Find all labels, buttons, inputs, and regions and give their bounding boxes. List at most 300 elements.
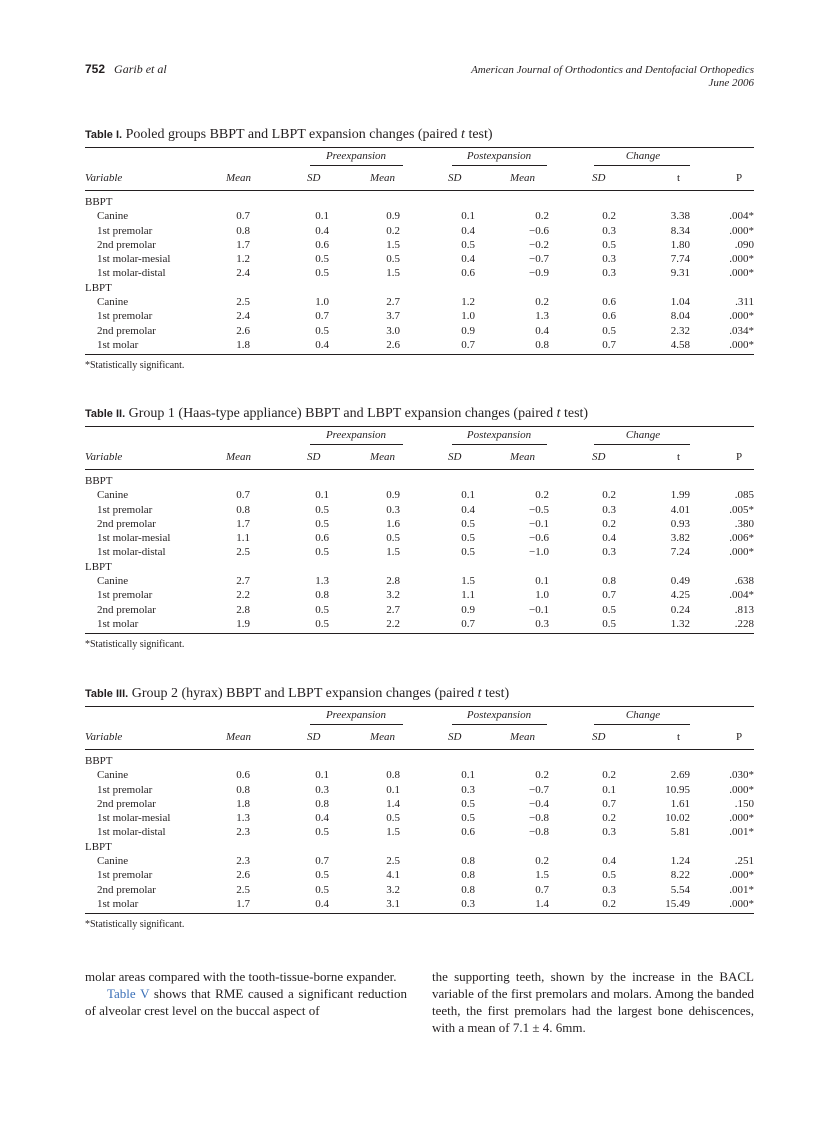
table-title bbox=[85, 127, 754, 147]
table-bottom-rule bbox=[85, 354, 754, 355]
variable-cell: 1st molar-mesial bbox=[97, 812, 171, 825]
col-header-mean: Mean bbox=[226, 451, 252, 463]
value-cell: 2.6 bbox=[236, 324, 250, 337]
value-cell: 0.7 bbox=[315, 855, 329, 868]
table-row bbox=[85, 545, 754, 559]
value-cell: 1.7 bbox=[236, 238, 250, 251]
table-row bbox=[85, 224, 754, 238]
table-label: Table II. bbox=[85, 408, 126, 420]
value-cell: 2.3 bbox=[236, 826, 250, 839]
table-v-link[interactable]: Table V bbox=[107, 986, 150, 1001]
column-header-row bbox=[85, 445, 754, 469]
page-number: 752 bbox=[85, 62, 106, 76]
value-cell: 0.5 bbox=[386, 812, 400, 825]
variable-cell: 2nd premolar bbox=[97, 603, 156, 616]
value-cell: 0.8 bbox=[236, 783, 250, 796]
value-cell: −0.8 bbox=[529, 812, 549, 825]
value-cell: 2.6 bbox=[386, 338, 400, 351]
value-cell: 0.3 bbox=[386, 503, 400, 516]
value-cell: 0.8 bbox=[236, 503, 250, 516]
value-cell: 2.8 bbox=[386, 575, 400, 588]
value-cell: 1.2 bbox=[236, 253, 250, 266]
value-cell: 3.1 bbox=[386, 897, 400, 910]
value-cell: 0.1 bbox=[602, 783, 616, 796]
value-cell: 1.8 bbox=[236, 797, 250, 810]
value-cell: 0.5 bbox=[315, 869, 329, 882]
table-body bbox=[85, 750, 754, 913]
value-cell: 0.5 bbox=[315, 603, 329, 616]
value-cell: 0.7 bbox=[602, 338, 616, 351]
variable-cell: Canine bbox=[97, 210, 129, 223]
value-cell: 7.74 bbox=[670, 253, 690, 266]
value-cell: 0.5 bbox=[386, 532, 400, 545]
value-cell: 3.7 bbox=[386, 310, 400, 323]
variable-cell: Canine bbox=[97, 575, 129, 588]
value-cell: 0.3 bbox=[461, 897, 475, 910]
value-cell: −0.1 bbox=[529, 517, 549, 530]
value-cell: 1.61 bbox=[670, 797, 690, 810]
value-cell: 0.5 bbox=[315, 503, 329, 516]
value-cell: 1.32 bbox=[670, 617, 690, 630]
value-cell: 1.5 bbox=[461, 575, 475, 588]
journal-name: American Journal of Orthodontics and Dentofacial Orthopedics bbox=[471, 64, 754, 76]
value-cell: 1.4 bbox=[535, 897, 549, 910]
value-cell: 0.9 bbox=[386, 210, 400, 223]
value-cell: .085 bbox=[734, 489, 754, 502]
table-title-text: Group 1 (Haas-type appliance) BBPT and LBPT expansion changes (paired bbox=[128, 406, 557, 421]
col-header-sd: SD bbox=[592, 451, 606, 463]
table-row bbox=[85, 883, 754, 897]
value-cell: .251 bbox=[734, 855, 754, 868]
value-cell: 0.93 bbox=[670, 517, 690, 530]
value-cell: −0.7 bbox=[529, 253, 549, 266]
value-cell: 0.1 bbox=[461, 210, 475, 223]
value-cell: 0.3 bbox=[602, 883, 616, 896]
value-cell: 2.4 bbox=[236, 267, 250, 280]
group-label-change: Change bbox=[625, 150, 661, 162]
value-cell: .000* bbox=[729, 267, 754, 280]
value-cell: 0.3 bbox=[602, 253, 616, 266]
value-cell: .380 bbox=[734, 517, 754, 530]
value-cell: 0.4 bbox=[315, 224, 329, 237]
value-cell: 0.8 bbox=[386, 769, 400, 782]
table-title-t: t bbox=[477, 686, 482, 701]
column-group-header bbox=[85, 427, 754, 445]
value-cell: 3.2 bbox=[386, 883, 400, 896]
data-table bbox=[85, 127, 754, 371]
variable-cell: 2nd premolar bbox=[97, 517, 156, 530]
value-cell: .000* bbox=[729, 812, 754, 825]
value-cell: 8.04 bbox=[670, 310, 690, 323]
value-cell: 0.3 bbox=[602, 546, 616, 559]
value-cell: 2.3 bbox=[236, 855, 250, 868]
table-title bbox=[85, 406, 754, 426]
value-cell: 1.1 bbox=[236, 532, 250, 545]
table-row bbox=[85, 517, 754, 531]
col-header-sd: SD bbox=[592, 731, 606, 743]
value-cell: 0.1 bbox=[315, 769, 329, 782]
value-cell: 0.8 bbox=[315, 589, 329, 602]
value-cell: .813 bbox=[734, 603, 754, 616]
value-cell: 0.2 bbox=[535, 210, 549, 223]
variable-cell: 1st premolar bbox=[97, 869, 153, 882]
value-cell: 0.2 bbox=[602, 210, 616, 223]
value-cell: 0.3 bbox=[602, 224, 616, 237]
table-row bbox=[85, 266, 754, 280]
value-cell: 1.5 bbox=[386, 546, 400, 559]
value-cell: 2.32 bbox=[670, 324, 690, 337]
value-cell: 0.7 bbox=[461, 338, 475, 351]
value-cell: 2.7 bbox=[386, 603, 400, 616]
value-cell: 8.22 bbox=[670, 869, 690, 882]
value-cell: 0.6 bbox=[315, 238, 329, 251]
value-cell: 0.4 bbox=[461, 503, 475, 516]
col-header-p: P bbox=[736, 731, 743, 743]
col-header-mean: Mean bbox=[226, 731, 252, 743]
section-label: LBPT bbox=[85, 281, 112, 294]
column-header-row bbox=[85, 166, 754, 190]
value-cell: 2.7 bbox=[236, 575, 250, 588]
value-cell: −0.6 bbox=[529, 532, 549, 545]
col-header-mean: Mean bbox=[510, 731, 536, 743]
value-cell: .004* bbox=[729, 210, 754, 223]
variable-cell: 1st premolar bbox=[97, 310, 153, 323]
value-cell: 1.24 bbox=[670, 855, 690, 868]
value-cell: 1.80 bbox=[670, 238, 690, 251]
table-title bbox=[85, 686, 754, 706]
value-cell: 0.2 bbox=[535, 855, 549, 868]
variable-cell: 1st molar-distal bbox=[97, 826, 166, 839]
value-cell: 0.1 bbox=[386, 783, 400, 796]
value-cell: 0.2 bbox=[602, 812, 616, 825]
value-cell: 0.2 bbox=[535, 769, 549, 782]
value-cell: .000* bbox=[729, 310, 754, 323]
section-row bbox=[85, 840, 754, 854]
value-cell: 0.5 bbox=[315, 883, 329, 896]
value-cell: .000* bbox=[729, 869, 754, 882]
value-cell: 0.5 bbox=[602, 603, 616, 616]
value-cell: 0.5 bbox=[461, 517, 475, 530]
table-body bbox=[85, 191, 754, 354]
value-cell: 0.3 bbox=[602, 503, 616, 516]
value-cell: 2.8 bbox=[236, 603, 250, 616]
table-row bbox=[85, 209, 754, 223]
body-paragraph: the supporting teeth, shown by the increase in the BACL variable of the first premolars and molars. Among the banded teeth, the first premolars had the largest bone dehiscences, with a mean of 7.1 ± 4. 6mm. bbox=[432, 969, 754, 1035]
value-cell: 0.1 bbox=[535, 575, 549, 588]
table-row bbox=[85, 338, 754, 352]
section-label: BBPT bbox=[85, 196, 113, 208]
value-cell: 0.5 bbox=[315, 267, 329, 280]
value-cell: 10.95 bbox=[665, 783, 690, 796]
value-cell: 1.5 bbox=[535, 869, 549, 882]
value-cell: 0.4 bbox=[315, 812, 329, 825]
col-header-variable: Variable bbox=[85, 731, 123, 743]
value-cell: 0.1 bbox=[315, 489, 329, 502]
value-cell: 0.3 bbox=[535, 617, 549, 630]
body-column-left bbox=[85, 968, 407, 1019]
section-label: LBPT bbox=[85, 560, 112, 573]
value-cell: 0.7 bbox=[315, 310, 329, 323]
group-label-post: Postexpansion bbox=[466, 150, 532, 162]
value-cell: 0.5 bbox=[461, 238, 475, 251]
value-cell: 0.1 bbox=[461, 489, 475, 502]
col-header-sd: SD bbox=[448, 731, 462, 743]
col-header-mean: Mean bbox=[510, 172, 536, 184]
value-cell: 0.8 bbox=[602, 575, 616, 588]
value-cell: 0.2 bbox=[535, 489, 549, 502]
table-title-end: test) bbox=[560, 406, 589, 421]
value-cell: 4.01 bbox=[670, 503, 690, 516]
value-cell: −0.2 bbox=[529, 238, 549, 251]
value-cell: 9.31 bbox=[670, 267, 690, 280]
value-cell: 0.8 bbox=[315, 797, 329, 810]
value-cell: 2.69 bbox=[670, 769, 690, 782]
value-cell: .000* bbox=[729, 897, 754, 910]
value-cell: 1.5 bbox=[386, 826, 400, 839]
value-cell: .001* bbox=[729, 883, 754, 896]
value-cell: 2.5 bbox=[236, 883, 250, 896]
value-cell: 3.82 bbox=[670, 532, 690, 545]
value-cell: .090 bbox=[734, 238, 754, 251]
value-cell: 0.6 bbox=[602, 296, 616, 309]
value-cell: −0.6 bbox=[529, 224, 549, 237]
value-cell: −0.9 bbox=[529, 267, 549, 280]
value-cell: 0.49 bbox=[670, 575, 690, 588]
running-authors: Garib et al bbox=[114, 62, 167, 76]
value-cell: 5.81 bbox=[670, 826, 690, 839]
value-cell: 0.2 bbox=[535, 296, 549, 309]
value-cell: 0.1 bbox=[461, 769, 475, 782]
value-cell: .000* bbox=[729, 253, 754, 266]
journal-issue: June 2006 bbox=[708, 77, 754, 89]
value-cell: 0.24 bbox=[670, 603, 690, 616]
group-label-change: Change bbox=[625, 429, 661, 441]
section-row bbox=[85, 560, 754, 574]
value-cell: 0.3 bbox=[602, 826, 616, 839]
table-row bbox=[85, 825, 754, 839]
group-label-change: Change bbox=[625, 709, 661, 721]
value-cell: .034* bbox=[729, 324, 754, 337]
section-row bbox=[85, 281, 754, 295]
col-header-sd: SD bbox=[307, 731, 321, 743]
value-cell: .000* bbox=[729, 338, 754, 351]
value-cell: 1.8 bbox=[236, 338, 250, 351]
group-label-post: Postexpansion bbox=[466, 429, 532, 441]
value-cell: 0.4 bbox=[535, 324, 549, 337]
value-cell: .150 bbox=[734, 797, 754, 810]
value-cell: 1.5 bbox=[386, 267, 400, 280]
table-row bbox=[85, 574, 754, 588]
col-header-t: t bbox=[677, 731, 681, 743]
value-cell: 0.7 bbox=[535, 883, 549, 896]
value-cell: .005* bbox=[729, 503, 754, 516]
value-cell: 2.5 bbox=[236, 546, 250, 559]
table-row bbox=[85, 617, 754, 631]
variable-cell: 2nd premolar bbox=[97, 797, 156, 810]
value-cell: 0.5 bbox=[315, 517, 329, 530]
value-cell: 0.7 bbox=[602, 797, 616, 810]
group-label-pre: Preexpansion bbox=[325, 429, 387, 441]
value-cell: 0.5 bbox=[602, 869, 616, 882]
value-cell: 1.4 bbox=[386, 797, 400, 810]
value-cell: 0.5 bbox=[602, 324, 616, 337]
variable-cell: 1st molar-mesial bbox=[97, 253, 171, 266]
value-cell: 2.2 bbox=[386, 617, 400, 630]
value-cell: 0.8 bbox=[236, 224, 250, 237]
table-row bbox=[85, 531, 754, 545]
column-header-row bbox=[85, 725, 754, 749]
variable-cell: 1st premolar bbox=[97, 783, 153, 796]
table-row bbox=[85, 588, 754, 602]
table-row bbox=[85, 488, 754, 502]
value-cell: 0.4 bbox=[315, 897, 329, 910]
table-label: Table I. bbox=[85, 129, 123, 141]
table-title-text: Pooled groups BBPT and LBPT expansion changes (paired bbox=[125, 127, 462, 142]
col-header-mean: Mean bbox=[226, 172, 252, 184]
value-cell: 8.34 bbox=[670, 224, 690, 237]
column-group-header bbox=[85, 148, 754, 166]
table-label: Table III. bbox=[85, 688, 129, 700]
value-cell: 0.6 bbox=[315, 532, 329, 545]
value-cell: 0.5 bbox=[461, 812, 475, 825]
table-title-end: test) bbox=[464, 127, 493, 142]
value-cell: 7.24 bbox=[670, 546, 690, 559]
value-cell: .228 bbox=[734, 617, 754, 630]
value-cell: 1.6 bbox=[386, 517, 400, 530]
section-label: BBPT bbox=[85, 755, 113, 767]
value-cell: 0.5 bbox=[315, 617, 329, 630]
variable-cell: 1st premolar bbox=[97, 224, 153, 237]
table-title-end: test) bbox=[481, 686, 510, 701]
col-header-sd: SD bbox=[448, 172, 462, 184]
value-cell: 0.4 bbox=[602, 855, 616, 868]
value-cell: −1.0 bbox=[529, 546, 549, 559]
value-cell: .311 bbox=[735, 296, 754, 309]
variable-cell: 1st molar-distal bbox=[97, 546, 166, 559]
value-cell: 0.4 bbox=[461, 224, 475, 237]
section-label: BBPT bbox=[85, 475, 113, 487]
col-header-p: P bbox=[736, 172, 743, 184]
value-cell: 0.3 bbox=[315, 783, 329, 796]
value-cell: 0.2 bbox=[602, 489, 616, 502]
group-label-pre: Preexpansion bbox=[325, 709, 387, 721]
value-cell: .001* bbox=[729, 826, 754, 839]
section-row bbox=[85, 754, 754, 768]
value-cell: 0.9 bbox=[386, 489, 400, 502]
value-cell: 0.5 bbox=[315, 324, 329, 337]
value-cell: 2.4 bbox=[236, 310, 250, 323]
value-cell: .638 bbox=[734, 575, 754, 588]
variable-cell: 2nd premolar bbox=[97, 324, 156, 337]
col-header-mean: Mean bbox=[370, 731, 396, 743]
table-title-t: t bbox=[461, 127, 465, 142]
value-cell: 0.5 bbox=[461, 797, 475, 810]
value-cell: .000* bbox=[729, 224, 754, 237]
value-cell: 0.5 bbox=[461, 532, 475, 545]
group-label-post: Postexpansion bbox=[466, 709, 532, 721]
value-cell: −0.5 bbox=[529, 503, 549, 516]
value-cell: 0.2 bbox=[602, 517, 616, 530]
body-paragraph: molar areas compared with the tooth-tissue-borne expander. bbox=[85, 969, 397, 984]
value-cell: 1.7 bbox=[236, 517, 250, 530]
col-header-sd: SD bbox=[307, 451, 321, 463]
value-cell: 0.2 bbox=[386, 224, 400, 237]
value-cell: 0.9 bbox=[461, 324, 475, 337]
value-cell: 0.8 bbox=[461, 855, 475, 868]
col-header-t: t bbox=[677, 172, 681, 184]
table-row bbox=[85, 309, 754, 323]
value-cell: 2.2 bbox=[236, 589, 250, 602]
col-header-mean: Mean bbox=[510, 451, 536, 463]
value-cell: 1.5 bbox=[386, 238, 400, 251]
value-cell: 0.5 bbox=[386, 253, 400, 266]
value-cell: −0.7 bbox=[529, 783, 549, 796]
value-cell: −0.1 bbox=[529, 603, 549, 616]
value-cell: 2.6 bbox=[236, 869, 250, 882]
col-header-variable: Variable bbox=[85, 172, 123, 184]
table-row bbox=[85, 252, 754, 266]
value-cell: 0.5 bbox=[315, 826, 329, 839]
value-cell: 1.3 bbox=[236, 812, 250, 825]
table-body bbox=[85, 470, 754, 633]
value-cell: 0.8 bbox=[461, 869, 475, 882]
col-header-t: t bbox=[677, 451, 681, 463]
value-cell: 0.5 bbox=[461, 546, 475, 559]
variable-cell: 1st molar bbox=[97, 617, 139, 630]
table-row bbox=[85, 324, 754, 338]
value-cell: 4.25 bbox=[670, 589, 690, 602]
variable-cell: Canine bbox=[97, 769, 129, 782]
value-cell: 0.8 bbox=[535, 338, 549, 351]
variable-cell: 1st molar-distal bbox=[97, 267, 166, 280]
table-row bbox=[85, 868, 754, 882]
value-cell: .030* bbox=[729, 769, 754, 782]
variable-cell: 1st molar bbox=[97, 897, 139, 910]
value-cell: 15.49 bbox=[665, 897, 690, 910]
value-cell: 4.1 bbox=[386, 869, 400, 882]
value-cell: 1.0 bbox=[461, 310, 475, 323]
value-cell: 3.2 bbox=[386, 589, 400, 602]
value-cell: 5.54 bbox=[670, 883, 690, 896]
table-footnote: *Statistically significant. bbox=[85, 639, 185, 651]
value-cell: 1.7 bbox=[236, 897, 250, 910]
value-cell: 3.38 bbox=[670, 210, 690, 223]
column-group-header bbox=[85, 707, 754, 725]
value-cell: .000* bbox=[729, 546, 754, 559]
value-cell: 1.0 bbox=[535, 589, 549, 602]
value-cell: 2.7 bbox=[386, 296, 400, 309]
value-cell: 1.3 bbox=[535, 310, 549, 323]
value-cell: .000* bbox=[729, 783, 754, 796]
value-cell: 0.7 bbox=[602, 589, 616, 602]
value-cell: 0.6 bbox=[236, 769, 250, 782]
table-footnote: *Statistically significant. bbox=[85, 919, 185, 931]
table-row bbox=[85, 797, 754, 811]
value-cell: 0.6 bbox=[602, 310, 616, 323]
value-cell: −0.4 bbox=[529, 797, 549, 810]
section-label: LBPT bbox=[85, 840, 112, 853]
value-cell: 0.5 bbox=[602, 238, 616, 251]
value-cell: 10.02 bbox=[665, 812, 690, 825]
body-paragraph: Table V shows that RME caused a significant reduction of alveolar crest level on the buccal aspect of bbox=[85, 986, 407, 1018]
table-title-t: t bbox=[556, 406, 561, 421]
data-table bbox=[85, 406, 754, 650]
section-row bbox=[85, 195, 754, 209]
col-header-sd: SD bbox=[448, 451, 462, 463]
variable-cell: 1st premolar bbox=[97, 589, 153, 602]
col-header-mean: Mean bbox=[370, 172, 396, 184]
value-cell: 0.5 bbox=[602, 617, 616, 630]
